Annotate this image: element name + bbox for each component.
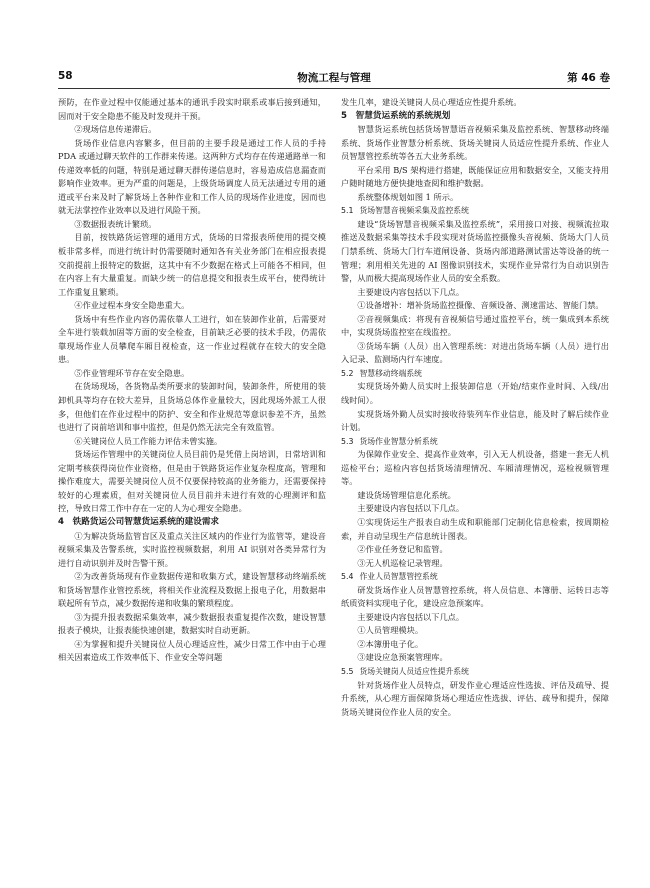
subsection-title: 作业人员智慧管控系统 [359, 572, 438, 582]
left-column [58, 96, 326, 665]
paragraph: 货场中有些作业内容仍需依靠人工进行，如在装卸作业前，后需要对全车进行装载加固等方面的安全检查，目前缺乏必要的技术手段，仍需依靠现场作业人员攀爬车厢目视检查，这一作业过程就存在较大的安全隐患。 [58, 313, 326, 365]
subsection-heading [341, 665, 609, 679]
paragraph: 实现货场外勤人员实时上报装卸信息（开始/结束作业时间、入线/出线时间）。 [341, 381, 609, 406]
paragraph: 建设货场管理信息化系统。 [357, 489, 456, 500]
paragraph: ①为解决货场监管盲区及重点关注区域内的作业行为监管等，建设音视频采集及告警系统，实时监控视频数据，利用 AI 识别对各类异常行为进行自动识别并及时告警干预。 [58, 530, 326, 568]
subsection-title: 货场关键岗人员适应性提升系统 [359, 666, 469, 676]
paragraph: ②本簿册电子化。 [357, 638, 424, 649]
subsection-number: 5.5 [341, 666, 354, 676]
paragraph: ⑥关键岗位人员工作能力评估未曾实施。 [74, 435, 223, 446]
paragraph: ③货场车辆（人员）出入管理系统：对进出货场车辆（人员）进行出入记录、监测场内行车速度。 [341, 340, 609, 365]
volume-label: 第 46 卷 [567, 72, 610, 84]
paragraph: 在货场现场，各货物品类所要求的装卸时间，装卸条件，所使用的装卸机具等均存在较大差异，且货场总体作业量较大，因此现场外派工人很多，但他们在作业过程中的防护、安全和作业规范等意识参差不齐，虽然也进行了岗前培训和事中监控，但是仍然无法完全有效监管。 [58, 381, 326, 433]
paragraph: ③建设应急预案管理库。 [357, 652, 448, 663]
subsection-title: 智慧移动终端系统 [359, 368, 423, 378]
paragraph: ①实现货运生产报表自动生成和职能部门定制化信息检索，按周期检索，并自动呈现生产信息统计图表。 [341, 516, 609, 541]
paragraph: 主要建设内容包括以下几点。 [357, 286, 465, 297]
subsection-heading [341, 367, 609, 381]
paragraph: ④作业过程本身安全隐患重大。 [74, 300, 190, 311]
paragraph: 平台采用 B/S 架构进行搭建，既能保证应用和数据安全，又能支持用户随时随地方便快捷地查阅和维护数据。 [341, 164, 609, 189]
paragraph: ②现场信息传递滞后。 [74, 124, 157, 135]
paragraph: 智慧货运系统包括货场智慧语音视频采集及监控系统、智慧移动终端系统、货场作业智慧分析系统、货场关键岗人员适应性提升系统、作业人员智慧管控系统等各五大业务系统。 [341, 124, 609, 162]
paragraph: 针对货场作业人员特点，研发作业心理适应性选拔、评估及疏导、提升系统，从心理方面保障货场心理适应性选拔、评估、疏导和提升，保障货场关键岗位作业人员的安全。 [341, 679, 609, 717]
paragraph: 主要建设内容包括以下几点。 [357, 611, 465, 622]
paragraph: ⑤作业管理环节存在安全隐患。 [74, 367, 190, 378]
paragraph: 货场作业信息内容繁多，但目前的主要手段是通过工作人员的手持 PDA 或通过聊天软件的工作群来传递。这两种方式均存在传递通路单一和传递效率低的问题，特别是通过聊天群传递信息时，容易造成信息漏查而影响作业效率。更为严重的问题是，上级货场调度人员无法通过专用的通道或平台来及时了解货场上各种作业和工作人员的现场作业进度，因而也就无法掌控作业效率以及进行风险干预。 [58, 137, 326, 216]
paragraph: 建设“货场智慧音视频采集及监控系统”，采用接口对接、视频流拉取推送及数据采集等技术手段实现对货场监控摄像头音视频、货场大门人员门禁系统、货场大门行车道闸设备、货场内部道路测试雷达等设备的统一管理；利用相关先进的 AI 图像识别技术，实现作业异常行为自动识别告警，从而极大提高现场作业人员的安全系数。 [341, 218, 609, 284]
right-column [341, 96, 609, 719]
paragraph: ③数据报表统计繁琐。 [74, 218, 157, 229]
paragraph: ④为掌握和提升关键岗位人员心理适应性，减少日常工作中由于心理相关因素造成工作效率低下、作业安全等问题 [58, 638, 326, 663]
subsection-heading [341, 570, 609, 584]
paragraph: 为保障作业安全、提高作业效率，引入无人机设备，搭建一套无人机巡检平台；巡检内容包括货场清理情况、车厢清理情况，巡检视频管理等。 [341, 449, 609, 487]
subsection-number: 5.4 [341, 572, 354, 582]
paragraph: ③为提升报表数据采集效率，减少数据报表重复提作次数，建设智慧报表子模块，让报表能快速创建，数据实时自动更新。 [58, 611, 326, 636]
paragraph: 研发货场作业人员智慧管控系统，将人员信息、本簿册、运转日志等纸质资料实现电子化，建设应急预案库。 [341, 584, 609, 609]
paragraph: ①人员管理模块。 [357, 625, 424, 636]
subsection-heading [341, 435, 609, 449]
paragraph: ②为改善货场现有作业数据传递和收集方式，建设智慧移动终端系统和货场智慧作业管控系统，将相关作业流程及数据上报电子化，用数据串联起所有节点，减少数据传递和收集的繁琐程度。 [58, 571, 326, 609]
section-heading: 4 铁路货运公司智慧货运系统的建设需求 [58, 516, 220, 527]
subsection-heading [341, 204, 609, 218]
subsection-number: 5.3 [341, 436, 354, 446]
paragraph: ②作业任务登记和监管。 [357, 544, 448, 555]
subsection-title: 货场作业智慧分析系统 [359, 436, 438, 446]
paragraph: 系统整体规划如图 1 所示。 [357, 191, 459, 202]
journal-title: 物流工程与管理 [297, 72, 371, 84]
paragraph: ②音视频集成：将现有音视频信号通过监控平台，统一集成到本系统中，实现货场监控室在线监控。 [341, 313, 609, 338]
page-number: 58 [58, 70, 73, 82]
paragraph: 实现货场外勤人员实时接收待装列车作业信息，能及时了解后续作业计划。 [341, 408, 609, 433]
paragraph: 发生几率，建设关键岗人员心理适应性提升系统。 [341, 97, 522, 107]
section-heading: 5 智慧货运系统的系统规划 [341, 110, 451, 121]
paragraph: ③无人机巡检记录管理。 [357, 557, 448, 568]
subsection-title: 货场智慧音视频采集及监控系统 [359, 206, 469, 216]
paragraph: 预防，在作业过程中仅能通过基本的通讯手段实时联系或事后接到通知，因而对于安全隐患不能及时发现并干预。 [58, 97, 326, 121]
subsection-number: 5.1 [341, 206, 354, 216]
paragraph: 目前，按铁路货运管理的通用方式，货场的日常报表所使用的提交模板非常多样，而进行统计时仍需要随时通知各有关业务部门在相应报表提交前提前上报特定的数据，这其中有不少数据在格式上可能各不相同，但在内容上有大量重复。而缺少统一的信息提交和报表生成平台，使得统计工作重复且繁琐。 [58, 232, 326, 297]
paragraph: ①设备增补：增补货场监控摄像、音频设备、测速雷达、智能门禁。 [357, 300, 604, 311]
paragraph: 货场运作管理中的关键岗位人员目前仍是凭借上岗培训，日常培训和定期考核获得岗位作业资格，但是由于铁路货运作业复杂程度高，管理和操作难度大，需要关键岗位人员不仅要保持较高的业务能力，还需要保持较好的心理素质，但对关键岗位人员目前并未进行有效的心理测评和监控，导致日常工作中存在一定的人为心理安全隐患。 [58, 449, 326, 514]
page-header [58, 70, 610, 86]
header-rule [58, 88, 610, 89]
paragraph: 主要建设内容包括以下几点。 [357, 503, 465, 514]
subsection-number: 5.2 [341, 368, 354, 378]
